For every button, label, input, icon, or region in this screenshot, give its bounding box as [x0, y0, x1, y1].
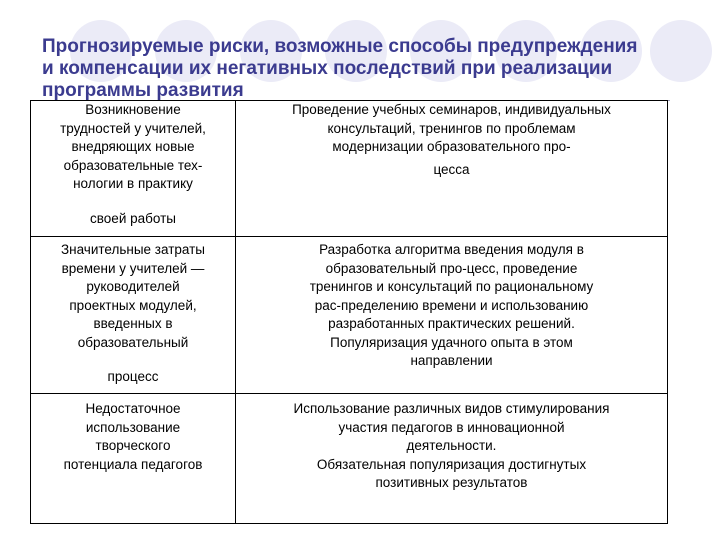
- risk-line: своей работы: [90, 210, 176, 226]
- measures-line: деятельности.: [406, 438, 497, 453]
- table-row: [31, 237, 668, 394]
- slide-title: [42, 36, 682, 102]
- risk-line: времени у учителей —: [61, 260, 205, 276]
- risk-cell: [31, 101, 236, 237]
- risk-line: введенных в: [93, 316, 173, 331]
- risk-line: Недостаточное: [85, 401, 181, 416]
- measures-cell: [236, 394, 668, 524]
- table-row: [31, 101, 668, 237]
- measures-line: позитивных результатов: [375, 475, 528, 490]
- risk-line: образовательные тех-: [63, 157, 203, 173]
- risk-cell: [31, 237, 236, 394]
- measures-line: Популяризация удачного опыта в этом: [330, 334, 573, 350]
- risk-line: нологии в практику: [73, 176, 193, 191]
- measures-line: направлении: [410, 353, 493, 368]
- risk-line: Значительные затраты: [60, 242, 205, 257]
- risk-cell: [31, 394, 236, 524]
- risk-line: использование: [85, 419, 181, 435]
- measures-line: Проведение учебных семинаров, индивидуальных: [292, 102, 611, 117]
- risk-line: руководителей: [86, 279, 180, 294]
- title-line: Прогнозируемые риски, возможные способы предупреждения: [42, 36, 638, 57]
- measures-line: модернизации образовательного про-: [332, 139, 571, 154]
- risk-line: потенциала педагогов: [63, 456, 203, 472]
- title-line: программы развития: [42, 80, 244, 101]
- risk-line: внедряющих новые: [71, 139, 195, 154]
- risk-line: трудностей у учителей,: [60, 120, 206, 136]
- risk-table: [30, 100, 668, 524]
- measures-line: Разработка алгоритма введения модуля в: [319, 242, 584, 257]
- title-line: и компенсации их негативных последствий при реализации: [42, 58, 613, 79]
- risk-line: Возникновение: [85, 102, 181, 117]
- measures-line: тренингов и консультаций по рациональному: [309, 279, 594, 294]
- risk-line: образовательный: [77, 334, 189, 350]
- risk-line: творческого: [95, 438, 171, 453]
- measures-line: Использование различных видов стимулирования: [293, 401, 610, 416]
- measures-line: участия педагогов в инновационной: [338, 419, 565, 435]
- measures-line: цесса: [433, 161, 470, 177]
- risk-line: проектных модулей,: [69, 297, 197, 313]
- measures-line: рас-пределению времени и использованию: [314, 297, 589, 313]
- table-row: [31, 394, 668, 524]
- measures-cell: [236, 237, 668, 394]
- measures-line: образовательный про-цесс, проведение: [325, 260, 578, 276]
- risk-line: процесс: [107, 369, 159, 384]
- measures-line: разработанных практических решений.: [328, 316, 575, 331]
- measures-cell: [236, 101, 668, 237]
- measures-line: консультаций, тренингов по проблемам: [327, 120, 576, 136]
- measures-line: Обязательная популяризация достигнутых: [316, 456, 587, 472]
